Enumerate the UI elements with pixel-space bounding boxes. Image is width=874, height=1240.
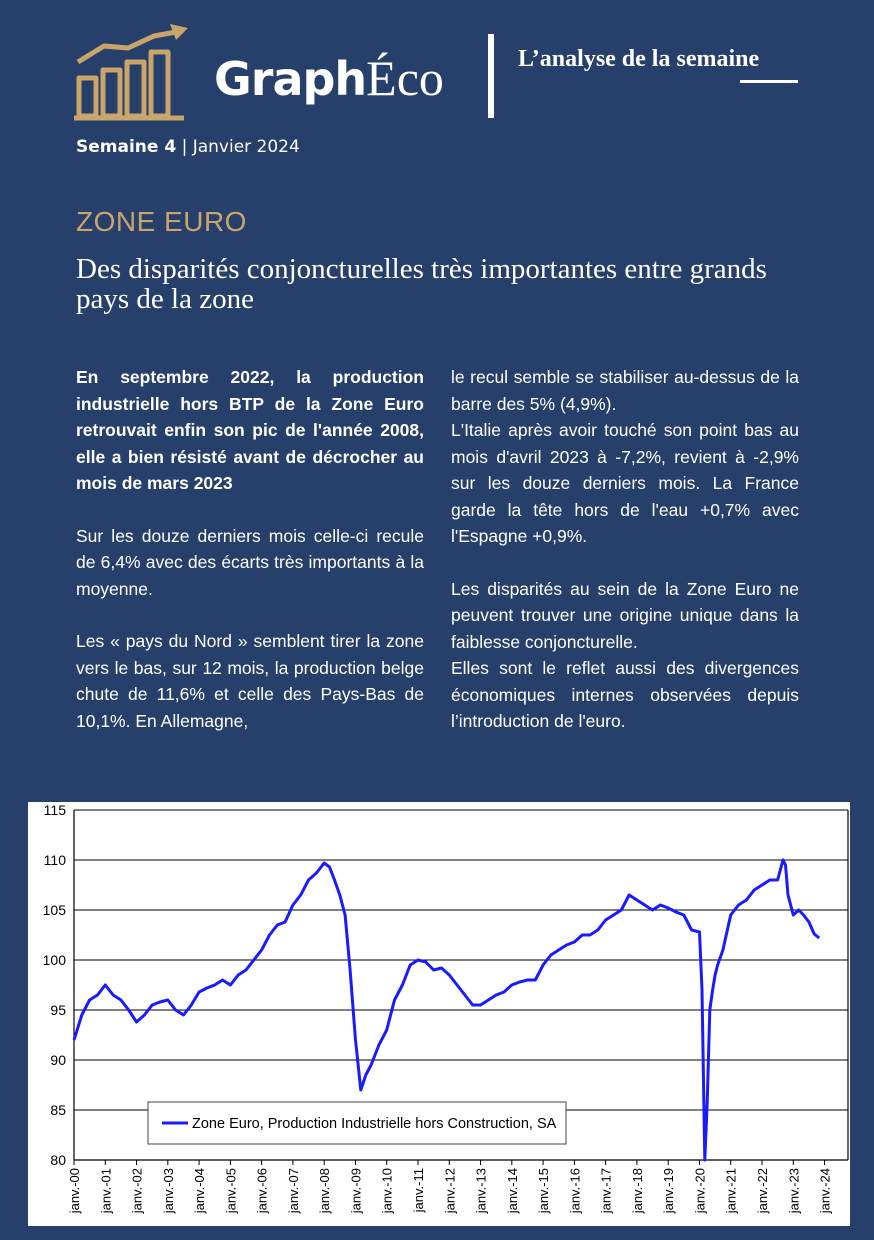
x-tick-label: janv.-16 [567, 1168, 583, 1214]
article-paragraph [76, 628, 424, 731]
x-tick-label: janv.-24 [817, 1168, 833, 1214]
x-tick-label: janv.-17 [598, 1168, 614, 1214]
x-tick-label: janv.-08 [317, 1168, 333, 1214]
x-tick-label: janv.-01 [98, 1168, 114, 1214]
brand-logotype [214, 50, 444, 107]
x-tick-label: janv.-04 [192, 1168, 208, 1214]
article-lead: En septembre 2022, la production industrielle hors BTP de la Zone Euro retrouvait enfin son pic de l'année 2008, elle a bien résisté avant de décrocher au mois de mars 2023 [76, 367, 424, 493]
x-tick-label: janv.-03 [160, 1168, 176, 1214]
x-tick-label: janv.-22 [755, 1168, 770, 1214]
y-tick-label: 100 [42, 952, 66, 968]
chart-panel [28, 802, 850, 1226]
x-tick-label: janv.-19 [661, 1168, 677, 1214]
x-tick-label: janv.-06 [254, 1168, 270, 1214]
legend-label: Zone Euro, Production Industrielle hors Construction, SA [192, 1116, 557, 1132]
article-paragraph: Elles sont le reflet aussi des divergences économiques internes observées depuis l’introduction de l'euro. [451, 658, 799, 731]
article-paragraph: Les disparités au sein de la Zone Euro ne peuvent trouver une origine unique dans la faiblesse conjoncturelle. [451, 578, 799, 652]
article-column-left [76, 364, 424, 731]
issue-date: | Janvier 2024 [181, 137, 300, 157]
y-tick-label: 115 [43, 802, 66, 818]
issue-week: Semaine 4 [76, 137, 177, 157]
article-paragraph-part: le recul semble se stabiliser au-dessus de la barre des 5% (4,9%). [451, 367, 799, 414]
x-tick-label: janv.-09 [348, 1168, 364, 1214]
article-paragraph-part: Les « pays du Nord » semblent tirer la zone vers le bas, sur 12 mois, la production belge chute de 11,6% et celle des Pays-Bas de 10,1%. En Allemagne, [76, 631, 424, 731]
industrial-production-chart [28, 802, 850, 1226]
y-tick-label: 95 [50, 1002, 66, 1018]
y-tick-label: 105 [42, 902, 66, 918]
y-tick-label: 90 [50, 1052, 66, 1068]
header-divider [488, 34, 494, 118]
x-tick-label: janv.-20 [692, 1168, 708, 1214]
issue-line [76, 136, 300, 158]
brand-name-serif: Éco [366, 50, 444, 106]
article-column-right [451, 364, 799, 761]
x-tick-label: janv.-18 [629, 1168, 645, 1214]
x-tick-label: janv.-15 [536, 1168, 552, 1214]
x-tick-label: janv.-23 [786, 1168, 802, 1214]
tagline-underline [740, 80, 798, 83]
article-paragraph-cont [451, 364, 799, 417]
x-tick-label: janv.-13 [473, 1168, 489, 1214]
page-title: Des disparités conjoncturelles très importantes entre grands pays de la zone [76, 253, 767, 315]
x-tick-label: janv.-21 [723, 1168, 739, 1214]
y-tick-label: 80 [50, 1152, 66, 1168]
x-tick-label: janv.-12 [442, 1168, 458, 1214]
x-tick-label: janv.-05 [223, 1168, 239, 1214]
x-tick-label: janv.-00 [67, 1168, 82, 1214]
article-paragraph: L'Italie après avoir touché son point bas au mois d'avril 2023 à -7,2%, revient à -2,9% sur les douze derniers mois. La France garde la tête hors de l'eau +0,7% avec l'Espagne +0,9%. [451, 420, 799, 546]
brand-name-bold: Graph [214, 52, 367, 106]
bar-chart-logo-icon [70, 24, 190, 122]
x-tick-label: janv.-11 [411, 1168, 426, 1213]
section-title: ZONE EURO [76, 206, 247, 237]
article-paragraph: Sur les douze derniers mois celle-ci recule de 6,4% avec des écarts très importants à la moyenne. [76, 525, 424, 599]
tagline: L’analyse de la semaine [518, 46, 760, 72]
x-tick-label: janv.-07 [285, 1168, 301, 1214]
y-tick-label: 110 [43, 852, 66, 868]
x-tick-label: janv.-10 [379, 1168, 395, 1214]
x-tick-label: janv.-02 [129, 1168, 145, 1214]
y-tick-label: 85 [50, 1102, 66, 1118]
x-tick-label: janv.-14 [504, 1168, 520, 1214]
